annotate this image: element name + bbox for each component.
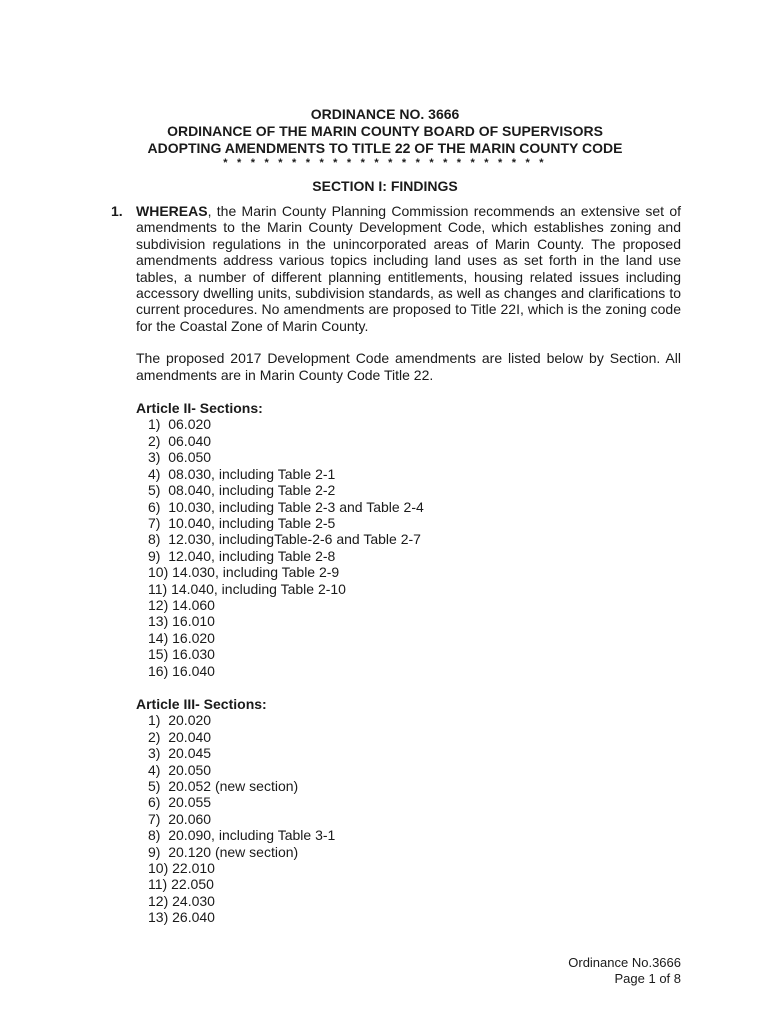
section-list-item: 8) 12.030, includingTable-2-6 and Table 2-7: [148, 531, 421, 548]
footer-page-number: Page 1 of 8: [614, 971, 681, 986]
article-iii-heading: Article III- Sections:: [136, 695, 267, 712]
article-ii-section-list: [136, 416, 681, 679]
section-list-item: 12) 14.060: [148, 596, 215, 613]
section-list-item: 2) 20.040: [148, 728, 212, 745]
section-list-item: 9) 12.040, including Table 2-8: [148, 547, 336, 564]
section-list-item: 6) 10.030, including Table 2-3 and Table 2-4: [148, 498, 424, 515]
section-list-item: 7) 10.040, including Table 2-5: [148, 514, 336, 531]
section-list-item: 4) 08.030, including Table 2-1: [148, 465, 336, 482]
section-list-item: 6) 20.055: [148, 794, 212, 811]
section-list-item: 7) 20.060: [148, 810, 212, 827]
footer-ordinance: Ordinance No.3666: [568, 955, 681, 970]
section-list-item: 12) 24.030: [148, 892, 215, 909]
article-iii-section-list: [136, 712, 681, 925]
page-footer: [568, 955, 681, 987]
whereas-paragraph: [136, 203, 681, 334]
section-list-item: 13) 16.010: [148, 613, 215, 630]
section-list-item: 3) 06.050: [148, 449, 212, 466]
section-list-item: 2) 06.040: [148, 432, 212, 449]
whereas-lead: WHEREAS: [136, 203, 208, 219]
section-list-item: 8) 20.090, including Table 3-1: [148, 827, 336, 844]
ordinance-title-line-1: ORDINANCE OF THE MARIN COUNTY BOARD OF SUPERVISORS: [167, 123, 603, 139]
section-list-item: 1) 06.020: [148, 416, 212, 433]
section-list-item: 10) 22.010: [148, 860, 215, 877]
item-number: 1.: [111, 203, 123, 219]
section-list-item: 3) 20.045: [148, 745, 212, 762]
section-list-item: 9) 20.120 (new section): [148, 843, 299, 860]
section-list-item: 13) 26.040: [148, 909, 215, 926]
section-list-item: 1) 20.020: [148, 712, 212, 729]
section-list-item: 11) 14.040, including Table 2-10: [148, 580, 346, 597]
section-list-item: 10) 14.030, including Table 2-9: [148, 564, 340, 581]
section-list-item: 15) 16.030: [148, 646, 215, 663]
article-ii-heading: Article II- Sections:: [136, 400, 263, 417]
findings-body: [136, 203, 681, 926]
ordinance-title-line-2: ADOPTING AMENDMENTS TO TITLE 22 OF THE MARIN COUNTY CODE: [147, 140, 623, 156]
document-header: [0, 106, 770, 195]
section-list-item: 11) 22.050: [148, 876, 214, 893]
section-list-item: 16) 16.040: [148, 662, 215, 679]
whereas-text: , the Marin County Planning Commission recommends an extensive set of amendments to the Marin County Development Code, which establishes zoning and subdivision regulations in the unincorporated areas of Marin County. The proposed amendments address various topics including land uses as set forth in the land use tables, a number of different planning entitlements, housing related issues including accessory dwelling units, subdivision standards, as well as changes and clarifications to current procedures. No amendments are proposed to Title 22I, which is the zoning code for the Coastal Zone of Marin County.: [136, 203, 681, 334]
section-title: SECTION I: FINDINGS: [312, 178, 458, 194]
asterisk-separator: * * * * * * * * * * * * * * * * * * * * * * * *: [223, 157, 547, 169]
section-list-item: 4) 20.050: [148, 761, 212, 778]
section-list-item: 14) 16.020: [148, 629, 215, 646]
section-list-item: 5) 08.040, including Table 2-2: [148, 482, 336, 499]
amendments-intro-paragraph: The proposed 2017 Development Code amendments are listed below by Section. All amendments are in Marin County Code Title 22.: [136, 350, 681, 383]
ordinance-number: ORDINANCE NO. 3666: [310, 106, 460, 122]
section-list-item: 5) 20.052 (new section): [148, 778, 299, 794]
